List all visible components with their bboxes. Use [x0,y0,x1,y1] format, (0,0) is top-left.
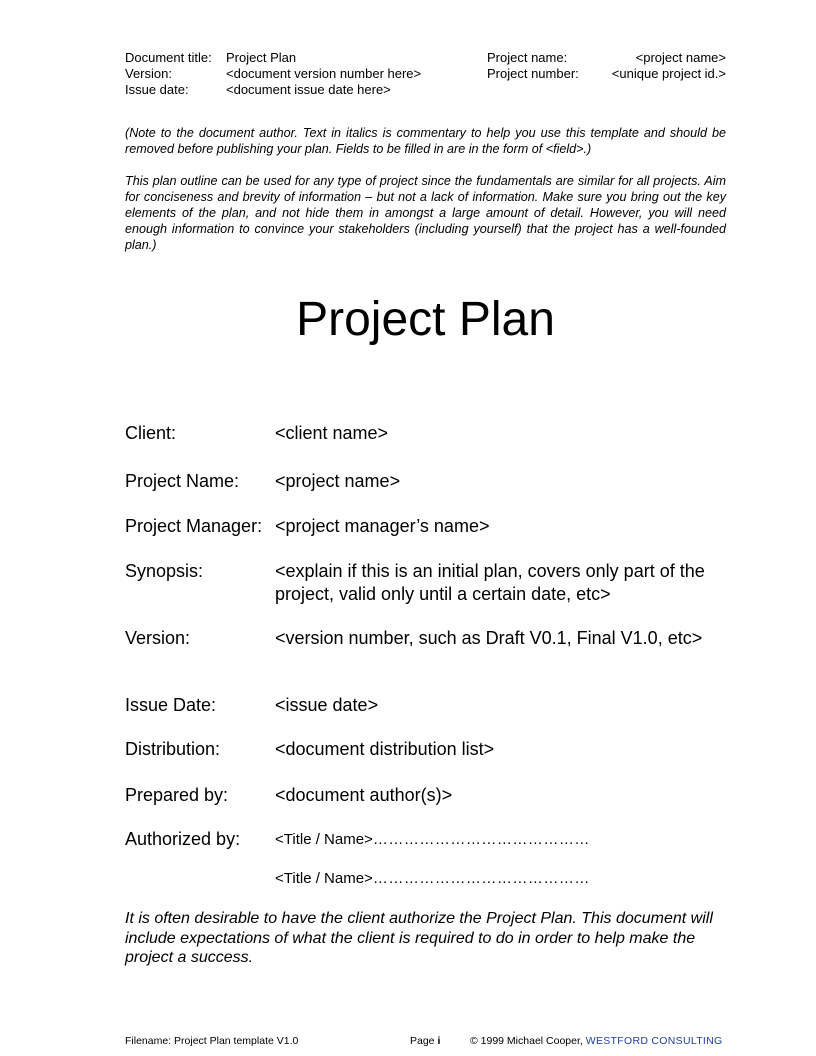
page-title: Project Plan [296,293,555,346]
signature-dots: …………………………………… [372,870,590,887]
field-label-distribution: Distribution: [125,739,221,759]
header-value: <unique project id.> [611,66,726,81]
signature-dots: …………………………………… [372,831,590,848]
field-label-authorized-by: Authorized by: [125,829,241,849]
header-row-issue-date [125,82,421,98]
footer-filename: Filename: Project Plan template V1.0 [125,1035,299,1047]
field-label-client: Client: [125,423,177,443]
authorizer-title-name: <Title / Name> [275,870,373,887]
field-label-project-manager: Project Manager: [125,516,263,536]
field-value-distribution: <document distribution list> [275,739,495,759]
field-value-project-name: <project name> [275,471,401,491]
field-label-prepared-by: Prepared by: [125,785,229,805]
field-value-project-manager: <project manager’s name> [275,516,490,536]
footer-page [410,1035,440,1048]
author-note: (Note to the document author. Text in italics is commentary to help you use this template and should be removed before publishing your plan. Fields to be filled in are in the form of <field>.) [125,126,726,156]
header-right [487,50,726,82]
field-label-issue-date: Issue Date: [125,695,217,715]
header-value: <document issue date here> [226,82,391,97]
header-value: <project name> [635,50,726,65]
footer-copyright-text: © 1999 Michael Cooper, [470,1035,583,1047]
footer-page-label: Page [410,1035,435,1047]
field-label-version: Version: [125,628,191,648]
header-left [125,50,421,98]
field-value-prepared-by: <document author(s)> [275,785,453,805]
header-row-project-number [487,66,726,82]
header-label: Issue date: [125,82,189,97]
header-value: <document version number here> [226,66,422,81]
footer-page-number: i [437,1035,441,1047]
field-label-project-name: Project Name: [125,471,240,491]
authorization-line [275,869,590,888]
header-row-document-title [125,50,421,66]
authorizer-title-name: <Title / Name> [275,831,373,848]
authorization-line [275,830,590,849]
closing-note: It is often desirable to have the client authorize the Project Plan. This document will include expectations of what the client is required to do in order to help make the project a success. [125,910,713,966]
plan-outline-note: This plan outline can be used for any type of project since the fundamentals are similar for all projects. Aim for conciseness and brevity of information – but not a lack of information. Make sure you bring out the key elements of the plan, and not hide them in amongst a large amount of detail. However, you will need enough information to convince your stakeholders (including yourself) that the project has a well-founded plan.) [125,174,726,252]
header-label: Project number: [487,66,579,81]
footer-brand: WESTFORD CONSULTING [585,1035,723,1047]
field-value-client: <client name> [275,423,389,443]
field-value-version: <version number, such as Draft V0.1, Final V1.0, etc> [275,628,703,648]
field-value-issue-date: <issue date> [275,695,379,715]
field-label-synopsis: Synopsis: [125,561,204,581]
header-label: Document title: [125,50,212,65]
header-value: Project Plan [226,50,297,65]
header-row-version [125,66,421,82]
header-label: Project name: [487,50,568,65]
header-label: Version: [125,66,172,81]
field-value-synopsis: <explain if this is an initial plan, covers only part of the project, valid only until a certain date, etc> [275,561,705,604]
header-row-project-name [487,50,726,66]
footer-copyright [470,1035,723,1048]
